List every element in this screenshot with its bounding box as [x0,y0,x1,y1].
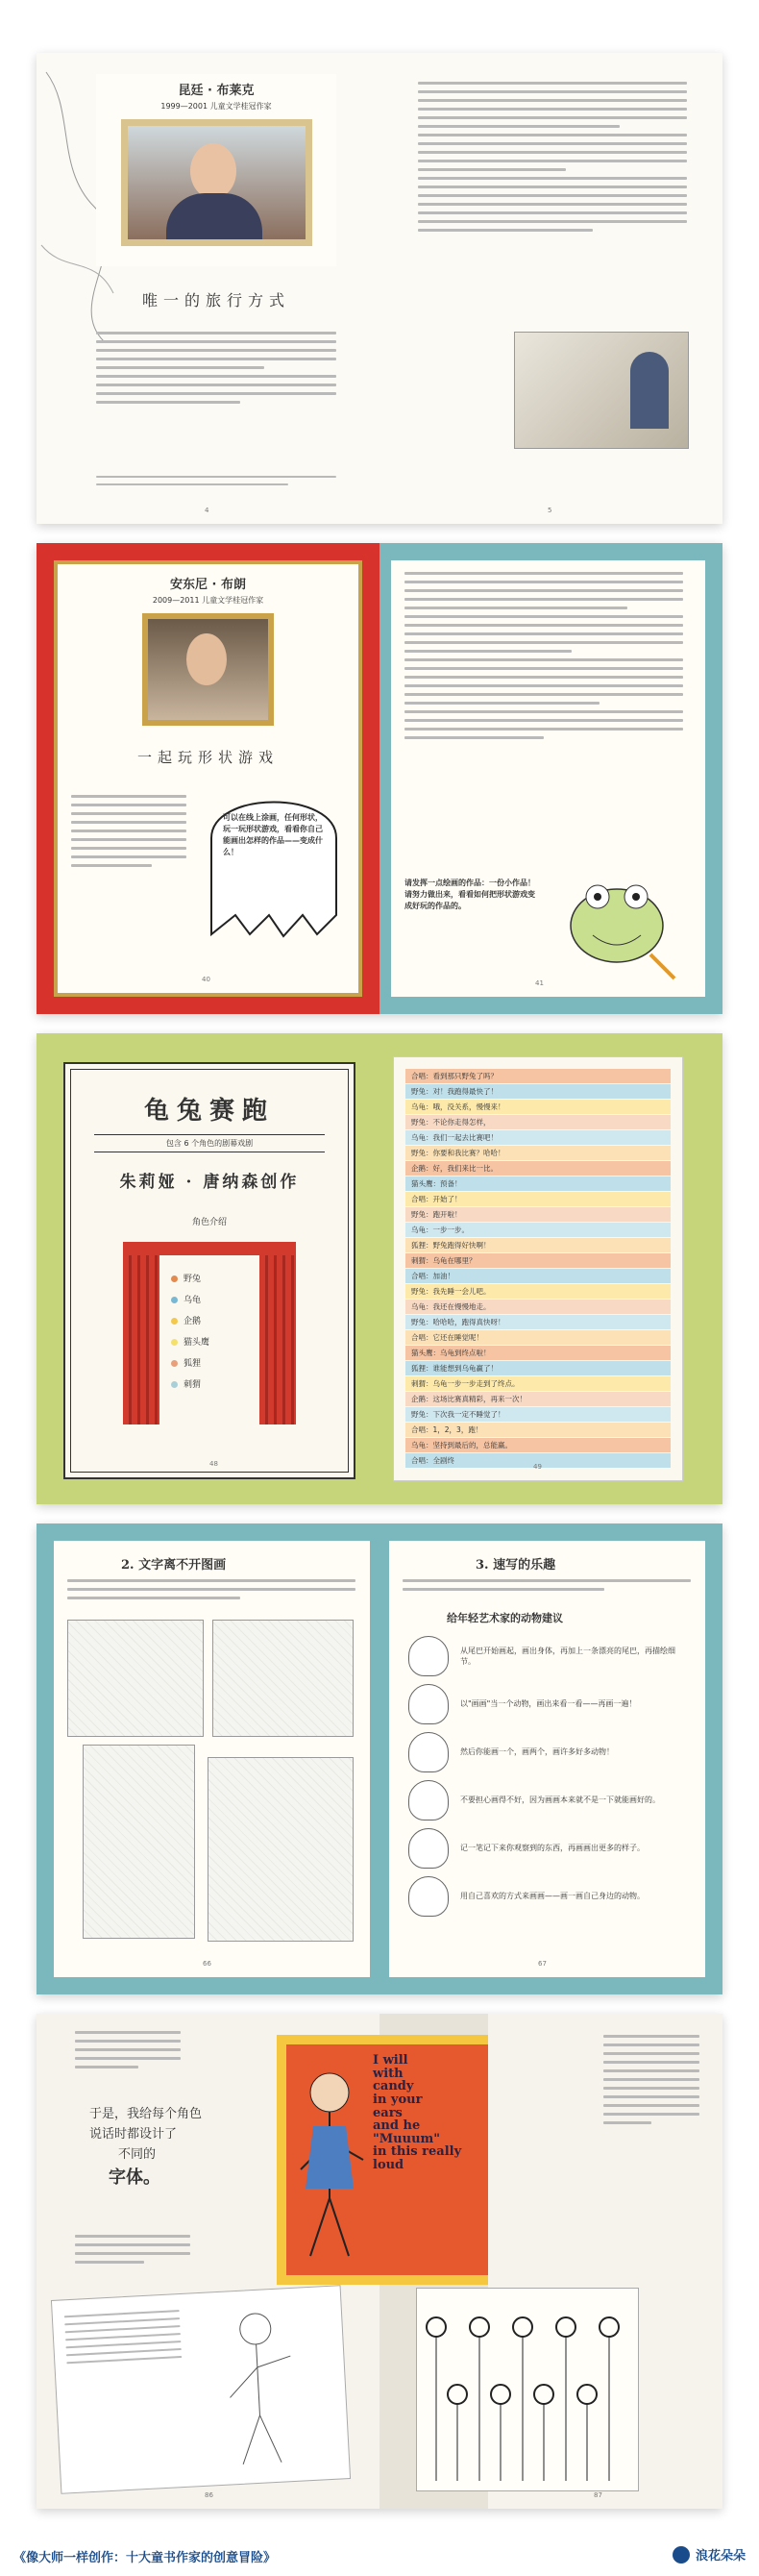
animal-sketch-icon [408,1732,449,1772]
footer-title: 《像大师一样创作：十大童书作家的创意冒险》 [13,2551,277,2565]
callout-line-4: 字体。 [109,2167,160,2189]
script-line: 乌龟：坚持到最后的，总能赢。 [405,1438,671,1452]
script-line: 猫头鹰：预备！ [405,1177,671,1191]
frog-drawing [554,868,679,983]
script-line: 猫头鹰：乌龟到终点啦！ [405,1346,671,1360]
role-dot [171,1339,178,1346]
photo-figure [630,352,669,429]
author-dates: 2009—2011 儿童文学桂冠作家 [152,596,264,605]
author-name: 昆廷 · 布莱克 [178,84,255,98]
left-page [37,543,380,1014]
role-name: 野兔 [184,1275,202,1284]
inner-page [54,1541,370,1977]
script-line: 合唱：看到那只野兔了吗？ [405,1069,671,1083]
play-author: 朱莉娅 · 唐纳森创作 [119,1173,300,1192]
handwritten-callout [89,2105,214,2192]
notebook-writing [64,2310,183,2369]
inner-page [389,1541,705,1977]
illustration-giant [212,1620,354,1737]
role-dot [171,1360,178,1367]
spread-sketching [37,1523,722,1994]
tip-item [408,1776,687,1824]
right-page [380,1033,722,1504]
right-page [380,1523,722,1994]
left-page [37,1033,380,1504]
girl-sketch [196,2297,320,2476]
script-line: 合唱：1，2，3，跑！ [405,1423,671,1437]
script-lines [405,1069,671,1469]
role-dot [171,1297,178,1303]
notebook-sketch [51,2285,351,2494]
script-line: 野兔：对！我跑得最快了！ [405,1084,671,1099]
role-name: 狐狸 [184,1359,202,1369]
play-title: 龟兔赛跑 [143,1097,275,1126]
script-line: 野兔：你要和我比赛？哈哈！ [405,1146,671,1160]
role-dot [171,1381,178,1388]
role-dot [171,1318,178,1325]
flower-sketch [513,2317,532,2481]
flower-sketch [556,2317,575,2481]
flower-sketch [448,2385,467,2481]
poster-line: "Muuum" [373,2131,441,2146]
inner-page [54,560,362,997]
author-photo [142,613,274,726]
spread-tortoise-hare-play [37,1033,722,1504]
animal-sketch-icon [408,1780,449,1821]
poster-line: candy [373,2079,414,2094]
role-item [171,1332,257,1353]
callout-line-1: 于是，我给每个角色 [89,2107,203,2121]
inner-page [391,560,705,997]
body-text [418,82,687,237]
page-number-right: 5 [548,507,552,514]
author-card [96,74,336,266]
colour-poster [277,2035,507,2285]
footer-bar [0,2538,759,2576]
left-page [37,53,380,524]
poster-line: loud [373,2158,404,2173]
role-name: 企鹅 [184,1317,202,1326]
callout-line-3: 不同的 [118,2146,157,2162]
illustration-family [208,1757,354,1942]
script-line: 乌龟：我们一起去比赛吧！ [405,1130,671,1145]
poster-line: with [373,2066,404,2081]
playbill [63,1062,355,1479]
body-text [67,1579,355,1605]
script-line: 乌龟：我还在慢慢地走。 [405,1300,671,1314]
portrait-face [190,143,236,199]
flower-sketch [470,2317,489,2481]
roles-list [171,1269,257,1396]
role-dot [171,1276,178,1282]
bubble-text: 可以在线上涂画，任何形状，玩一玩形状游戏，看看你自己能画出怎样的作品——变成什么！ [223,813,323,856]
poster-figure [286,2054,373,2266]
role-item [171,1375,257,1396]
animal-sketch-icon [408,1684,449,1724]
script-line: 野兔：哈哈哈，跑得真快呀！ [405,1315,671,1329]
tip-text: 然后你能画一个，画两个，画许多好多动物！ [460,1747,614,1757]
page-number-left: 4 [205,507,209,514]
chapter-title: 一起玩形状游戏 [136,749,279,766]
role-item [171,1311,257,1332]
section-heading-right: 3. 速写的乐趣 [476,1558,556,1573]
spread-quentin-blake [37,53,722,524]
flower-sketch [577,2385,597,2481]
tip-item [408,1728,687,1776]
right-page [380,53,722,524]
tip-text: 以"画画"当一个动物，画出来看一看——再画一遍！ [460,1699,637,1709]
flowers-drawing [417,2289,638,2490]
animal-sketch-icon [408,1828,449,1869]
poster-line: I will [373,2053,408,2068]
page-number-right: 49 [533,1463,542,1471]
roles-heading: 角色介绍 [191,1218,227,1227]
illustration-crocodile [83,1745,195,1939]
script-line: 合唱：开始了！ [405,1192,671,1206]
script-line: 刺猬：乌龟在哪里？ [405,1253,671,1268]
page-number-right: 87 [594,2491,602,2499]
role-item [171,1269,257,1290]
callout-line-2: 说话时都设计了 [89,2126,178,2142]
studio-photo [514,332,689,449]
script-sheet [393,1056,683,1481]
body-text [75,2235,190,2269]
role-name: 乌龟 [184,1296,202,1305]
tip-text: 用自己喜欢的方式来画画——画一画自己身边的动物。 [460,1892,645,1901]
sketch-heading: 给年轻艺术家的动物建议 [447,1612,563,1624]
script-line: 狐狸：谁能想到乌龟赢了！ [405,1361,671,1375]
brand-logo [673,2545,746,2564]
script-line: 刺猬：乌龟一步一步走到了终点。 [405,1376,671,1391]
tips-list [408,1632,687,1920]
role-name: 刺猬 [184,1380,202,1390]
play-subtitle: 包含 6 个角色的剧幕戏剧 [94,1134,325,1152]
flower-sketch [491,2385,510,2481]
poster-line: ears [373,2105,403,2120]
page-number-left: 86 [205,2491,213,2499]
body-text [96,332,336,409]
body-text [603,2035,699,2130]
author-photo [121,119,312,246]
animal-sketch-icon [408,1876,449,1917]
poster-text [373,2054,488,2172]
stage [123,1242,296,1434]
script-line: 野兔：下次我一定不睡觉了！ [405,1407,671,1422]
flower-sketch [427,2317,446,2481]
script-line: 企鹅：好，我们来比一比。 [405,1161,671,1176]
body-text [71,795,186,873]
tip-item [408,1632,687,1680]
left-page [37,1523,380,1994]
flowers-sketch [416,2288,639,2491]
spread-lettering [37,2014,722,2509]
curtain-right [259,1242,296,1424]
wave-icon [673,2546,690,2564]
script-line: 乌龟：哦，没关系，慢慢来！ [405,1100,671,1114]
script-line: 合唱：它还在睡觉呢！ [405,1330,671,1345]
tip-item [408,1824,687,1872]
page-number-right: 41 [535,979,544,987]
curtain-left [123,1242,159,1424]
script-line: 狐狸：野兔跑得好快啊！ [405,1238,671,1252]
author-dates: 1999—2001 儿童文学桂冠作家 [160,102,272,111]
animal-sketch-icon [408,1636,449,1676]
brand-name: 浪花朵朵 [695,2549,746,2564]
tip-text: 记一笔记下来你观察到的东西，再画画出更多的样子。 [460,1844,645,1853]
poster-line: in this really [373,2144,462,2160]
body-text [403,1579,691,1597]
script-line: 野兔：跑开啦！ [405,1207,671,1222]
tip-text: 不要担心画得不好，因为画画本来就不是一下就能画好的。 [460,1796,660,1805]
body-text [404,572,683,745]
page-number-right: 67 [538,1960,547,1968]
poster-line: and he [373,2118,421,2134]
poster-line: in your [373,2092,423,2107]
page-number-left: 40 [202,976,210,983]
right-page [380,543,722,1014]
footnote-text [96,476,336,491]
chapter-title: 唯一的旅行方式 [142,291,291,310]
script-line: 合唱：加油！ [405,1269,671,1283]
tip-item [408,1872,687,1920]
section-heading-left: 2. 文字离不开图画 [121,1558,227,1573]
page-number-left: 66 [203,1960,211,1968]
spread-anthony-browne [37,543,722,1014]
script-line: 野兔：不论你走得怎样， [405,1115,671,1129]
script-line: 企鹅：这场比赛真精彩，再来一次！ [405,1392,671,1406]
curtain-valance [123,1242,296,1255]
role-name: 猫头鹰 [184,1338,210,1348]
page-number-left: 48 [209,1460,218,1468]
activity-note: 请发挥一点绘画的作品：一份小作品！请努力做出来，看看如何把形状游戏变成好玩的作品的。 [404,879,535,910]
tip-item [408,1680,687,1728]
ghost-bubble [192,780,355,944]
role-item [171,1353,257,1375]
script-line: 野兔：我先睡一会儿吧。 [405,1284,671,1299]
script-line: 合唱：全剧终 [405,1453,671,1468]
portrait-face [186,633,227,685]
flower-sketch [534,2385,553,2481]
role-item [171,1290,257,1311]
author-name: 安东尼 · 布朗 [170,578,246,592]
flower-sketch [600,2317,619,2481]
script-line: 乌龟：一步一步。 [405,1223,671,1237]
tip-text: 从尾巴开始画起，画出身体，再加上一条漂亮的尾巴，再描绘细节。 [460,1646,675,1666]
body-text [75,2031,181,2074]
illustration-bear [67,1620,204,1737]
portrait-body [166,193,262,239]
